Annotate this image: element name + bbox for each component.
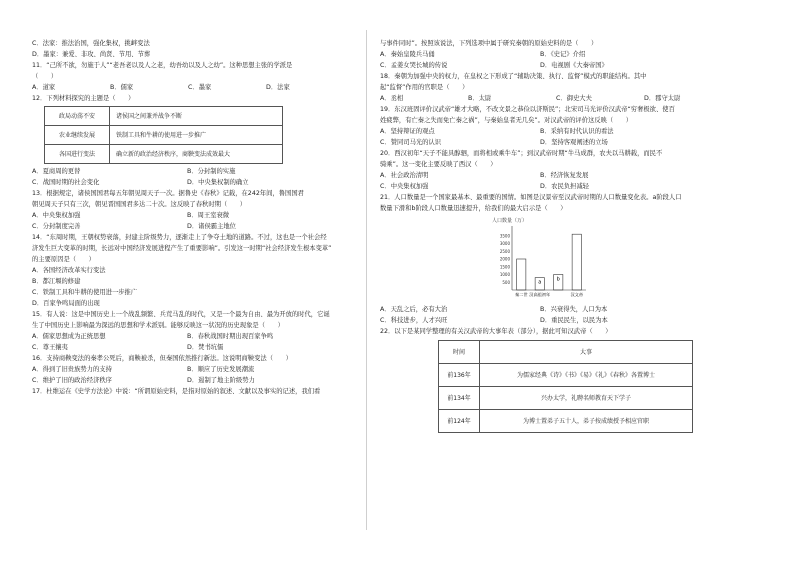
q16-option-a: A．得到了旧贵族势力的支持 [32, 366, 112, 373]
q18-option-a: A．丞相 [380, 95, 404, 102]
table-cell: 铁制工具和牛耕的使用进一步推广 [110, 126, 283, 145]
q17-options-cd [380, 60, 760, 71]
table-cell: 为博士置弟子五十人，弟子按成绩授予相应官职 [480, 410, 693, 433]
q10-option-c: C．法家：推法治国，强化集权，挑衅变法 [32, 40, 150, 47]
q20-option-c: C．中央集权加强 [380, 183, 429, 190]
q19-option-d: D．坚持客观阐述的立场 [540, 139, 608, 146]
table-cell: 诸侯国之间兼并战争不断 [110, 107, 283, 126]
q15-option-c: C．尊王攘夷 [32, 344, 68, 351]
q21-chart-svg [490, 216, 590, 302]
table-cell: 确立新的政治经济秩序，商鞅变法成效最大 [110, 145, 283, 164]
table-cell: 兴办太学，礼聘名师教育天下学子 [480, 387, 693, 410]
q17-option-b: B．《史记》介绍 [540, 51, 586, 58]
q15-option-d: D．焚书坑儒 [187, 344, 224, 351]
q12-option-b: B．分封制的实施 [187, 168, 236, 175]
q11-option-a: A．道家 [32, 84, 56, 91]
q10-option-d: D．墨家：兼爱、非攻、尚贤、节用、节葬 [32, 51, 151, 58]
q19-options-cd [380, 137, 760, 148]
q14-option-a: A．各国经济改革实行变法 [32, 267, 106, 274]
q13-options-cd [32, 221, 352, 232]
q14-line: 的主要原因是（ ） [32, 256, 95, 263]
table-cell: 前136年 [439, 364, 480, 387]
chart-ytick-label: 1500 [499, 264, 510, 270]
chart-title: 人口数量（万） [492, 218, 528, 224]
chart-category-label: 秦二世 [514, 292, 528, 297]
table-row [45, 145, 283, 164]
q16-option-d: D．遏制了地主阶级势力 [187, 377, 255, 384]
q14-line: 济发生巨大变革的时期，长远对中国经济发展进程产生了重要影响”。引发这一时期“社会经济发生根本变革” [32, 245, 332, 252]
q14-option-b: B．都江堰的修建 [32, 278, 81, 285]
chart-ytick-label: 2000 [499, 256, 510, 262]
q13-option-d: D．诸侯霸主地位 [187, 223, 236, 230]
q21-line: 数量下滑和b阶段人口数量迅速提升，给我们的最大启示是（ ） [380, 205, 567, 212]
chart-bar [572, 234, 581, 290]
q22-event-table [438, 340, 693, 433]
table-row [439, 387, 693, 410]
table-row [439, 410, 693, 433]
q16-options-cd [32, 375, 352, 386]
q21-option-d: D．重民民生，以民为本 [540, 317, 608, 324]
q16-options-ab [32, 364, 352, 375]
q20-options-ab [380, 170, 760, 181]
q12-options-cd [32, 177, 352, 188]
q19-option-b: B．采纳有时代认识的看法 [540, 128, 614, 135]
q15-options-cd [32, 342, 352, 353]
q12-option-c: C．战国时期的社会变化 [32, 179, 100, 186]
q15-option-b: B．春秋战国时期出现百家争鸣 [187, 333, 274, 340]
table-row [45, 126, 283, 145]
chart-category-label: 汉高祖初年 [529, 292, 551, 297]
chart-ytick-label: 500 [502, 279, 510, 285]
q11-stem: 11．“己所不欲，勿施于人”“老吾老以及人之老，幼吾幼以及人之幼”。这种思想主张的学派是 [32, 62, 293, 69]
q12-option-d: D．中央集权制的确立 [187, 179, 249, 186]
q18-option-d: D．郡守太尉 [644, 95, 681, 102]
q15-line: 生了中国历史上影响最为深远的思想和学术派别。能够反映这一状况的历史现象是（ ） [32, 322, 284, 329]
q17-option-c: C．孟姜女哭长城的传说 [380, 62, 448, 69]
q13-option-c: C．分封制度完善 [32, 223, 81, 230]
q21-line: 21．人口数量是一个国家最基本、最重要的国情。如图是汉景帝至汉武帝时期的人口数量变化表。a阶段人口 [380, 194, 682, 201]
q19-option-c: C．赞同司马光的认识 [380, 139, 442, 146]
table-cell: 政局动荡不安 [45, 107, 110, 126]
q18-option-b: B．太尉 [468, 95, 492, 102]
chart-ytick-label: 1000 [499, 272, 510, 277]
q14-line: 14．“东周时期，王朝权势衰落，封建主阶级势力，逐渐走上了争夺土地的道路。不过，这也是一个社会经 [32, 234, 327, 241]
right-column [380, 38, 760, 433]
q16-option-b: B．顺应了历史发展潮流 [187, 366, 255, 373]
q15-option-a: A．儒家思想成为正统思想 [32, 333, 106, 340]
q11-option-b: B．儒家 [110, 84, 134, 91]
q19-options-ab [380, 126, 760, 137]
q14-option-d: D．百家争鸣局面的出现 [32, 300, 100, 307]
q20-option-d: D．农民负担减轻 [540, 183, 589, 190]
q15-line: 15．有人说：这是中国历史上一个战乱频繁、兵荒马乱的时代，又是一个最为自由、最为开放的时代，它诞 [32, 311, 330, 318]
q12-table [44, 106, 283, 164]
table-row [45, 107, 283, 126]
q20-option-a: A．社会政治清明 [380, 172, 429, 179]
q18-option-c: C．御史大夫 [556, 95, 592, 102]
q11-option-c: C．墨家 [188, 84, 212, 91]
q13-line: 朝见周天子只有三次，朝见晋国国君多达二十次。这反映了春秋时期（ ） [32, 201, 247, 208]
chart-ytick-label: 3000 [499, 241, 510, 246]
q18-line: 18．秦朝为加强中央的权力，在皇权之下形成了“辅助决策、执行、监督”模式的职能结构。其中 [380, 73, 647, 80]
q13-option-a: A．中央集权加强 [32, 212, 81, 219]
q17-line: 17．杜维运在《史学方法论》中说：“所谓原始史料，是指对原始的叙述、文献以及事实的记述，我们看 [32, 388, 321, 395]
q15-options-ab [32, 331, 352, 342]
q12-stem: 12．下列材料探究的主题是（ ） [32, 95, 135, 102]
q13-line: 13．根据规定，诸侯国国君每五年朝见周天子一次。据鲁史《春秋》记载，在242年间，鲁国国君 [32, 190, 304, 197]
table-cell: 为儒家经典《诗》《书》《易》《礼》《春秋》各置博士 [480, 364, 693, 387]
q11-paren: （ ） [32, 73, 58, 80]
q22-line: 22．以下是某同学整理的有关汉武帝的大事年表（部分），据此可知汉武帝（ ） [380, 328, 612, 335]
q20-option-b: B．经济恢复发展 [540, 172, 589, 179]
q19-option-a: A．坚持辩证的观点 [380, 128, 435, 135]
q21-option-c: C．科技进步，人才兴旺 [380, 317, 448, 324]
table-header-row [439, 341, 693, 364]
q18-options [380, 93, 760, 104]
table-row [439, 364, 693, 387]
chart-ytick-label: 3500 [499, 233, 510, 239]
q13-options-ab [32, 210, 352, 221]
table-cell: 前134年 [439, 387, 480, 410]
chart-ytick-label: 2500 [499, 248, 510, 254]
q16-option-c: C．维护了旧的政治经济秩序 [32, 377, 112, 384]
q17-options-ab [380, 49, 760, 60]
table-cell: 农业继续发展 [45, 126, 110, 145]
q17-option-a: A．秦始皇陵兵马俑 [380, 51, 435, 58]
q12-options-ab [32, 166, 352, 177]
q17-line: 与事件同时”。按照该说法，下列选项中属于研究秦朝的原始史料的是（ ） [380, 40, 598, 47]
q16-line: 16．支持商鞅变法的秦孝公死后，商鞅被杀，但秦国依然推行新法。这说明商鞅变法（ ） [32, 355, 292, 362]
q21-options-cd [380, 315, 760, 326]
q21-population-chart [490, 216, 760, 302]
q19-line: 姓疲弊，有亡秦之失而免亡秦之祸”，与秦始皇者无几矣”。对汉武帝的评价这反映（ ） [380, 117, 633, 124]
q21-options-ab [380, 304, 760, 315]
q20-line: 骑乘”。这一变化主要反映了西汉（ ） [380, 161, 497, 168]
q17-option-d: D．电视剧《大秦帝国》 [540, 62, 608, 69]
chart-bar-label: b [556, 276, 560, 283]
chart-bar-label: a [538, 279, 542, 286]
q11-options [32, 82, 352, 93]
left-column [32, 38, 352, 397]
q12-option-a: A．夏商周的更替 [32, 168, 81, 175]
q21-option-b: B．兴衰得失，人口为本 [540, 306, 608, 313]
table-cell: 前124年 [439, 410, 480, 433]
chart-bar [517, 259, 526, 290]
table-header: 大事 [480, 341, 693, 364]
column-divider [366, 30, 367, 530]
q14-option-c: C．铁制工具和牛耕的使用进一步推广 [32, 289, 138, 296]
q19-line: 19．东汉班固评价汉武帝“雄才大略，不改文景之恭俭以济斯民”；北宋司马光评价汉武帝“穷奢极欲、使百 [380, 106, 675, 113]
q18-line: 起“监督”作用的官职是（ ） [380, 84, 469, 91]
q11-option-d: D．法家 [266, 84, 290, 91]
q20-line: 20．西汉初年“天子不能具醇驷，而将相或乘牛车”；到汉武帝时期“牛马成群，农夫以马耕载，而民不 [380, 150, 663, 157]
chart-category-label: 汉文帝 [570, 292, 584, 297]
q21-option-a: A．天乱之后，必有大治 [380, 306, 448, 313]
q20-options-cd [380, 181, 760, 192]
table-cell: 各国进行变法 [45, 145, 110, 164]
q13-option-b: B．周王室衰微 [187, 212, 230, 219]
table-header: 时间 [439, 341, 480, 364]
